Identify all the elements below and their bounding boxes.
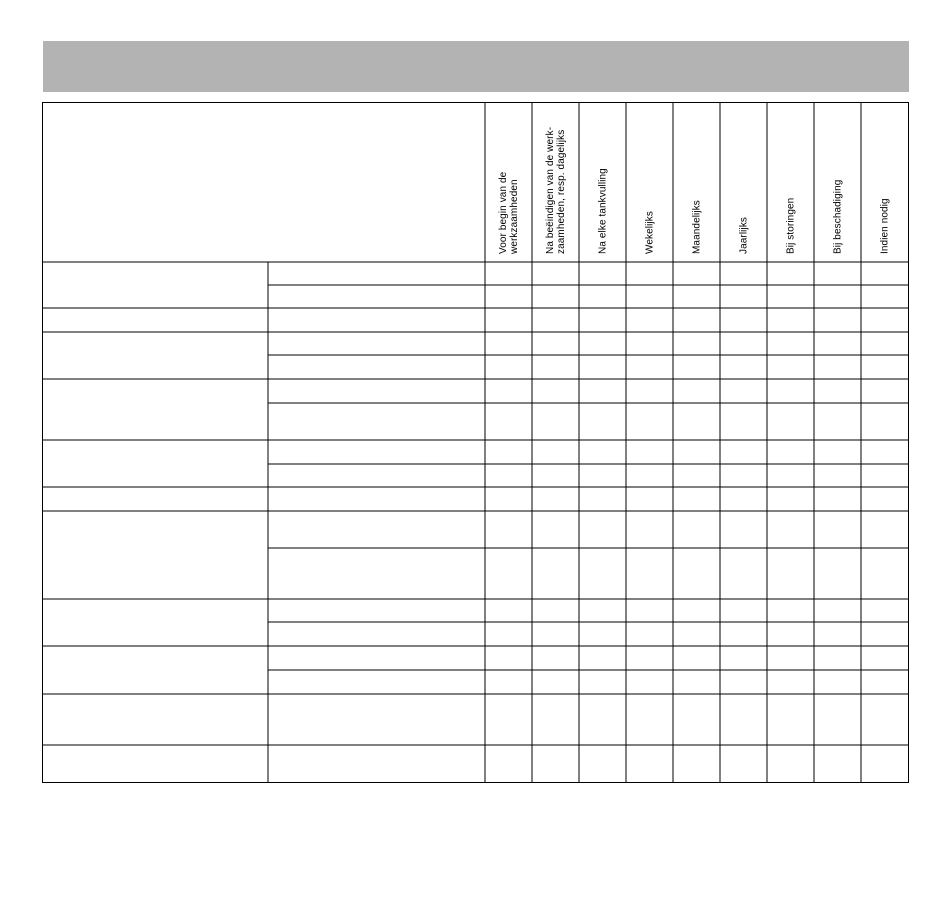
header-label: Voor begin van de	[497, 171, 509, 254]
header-label: Indien nodig	[879, 198, 891, 254]
header-col-on-malfunction	[767, 102, 814, 262]
header-label: Na beëindigen van de werk-	[544, 126, 556, 254]
header-label: Bij beschadiging	[832, 179, 843, 254]
header-col-if-needed	[861, 102, 909, 262]
header-label: werkzaamheden	[508, 179, 520, 254]
header-label: Maandelijks	[691, 200, 702, 254]
header-col-on-damage	[814, 102, 861, 262]
header-col-monthly	[673, 102, 720, 262]
header-col-yearly	[720, 102, 767, 262]
header-col-before-work	[485, 102, 532, 262]
header-label: Bij storingen	[785, 197, 796, 254]
header-label: zaamheden, resp. dagelijks	[555, 129, 567, 254]
header-label: Na elke tankvulling	[597, 168, 608, 254]
header-col-weekly	[626, 102, 673, 262]
header-label: Wekelijks	[644, 211, 655, 254]
header-col-each-tank-fill	[579, 102, 626, 262]
header-col-after-work	[532, 102, 579, 262]
header-label: Jaarlijks	[738, 216, 749, 254]
